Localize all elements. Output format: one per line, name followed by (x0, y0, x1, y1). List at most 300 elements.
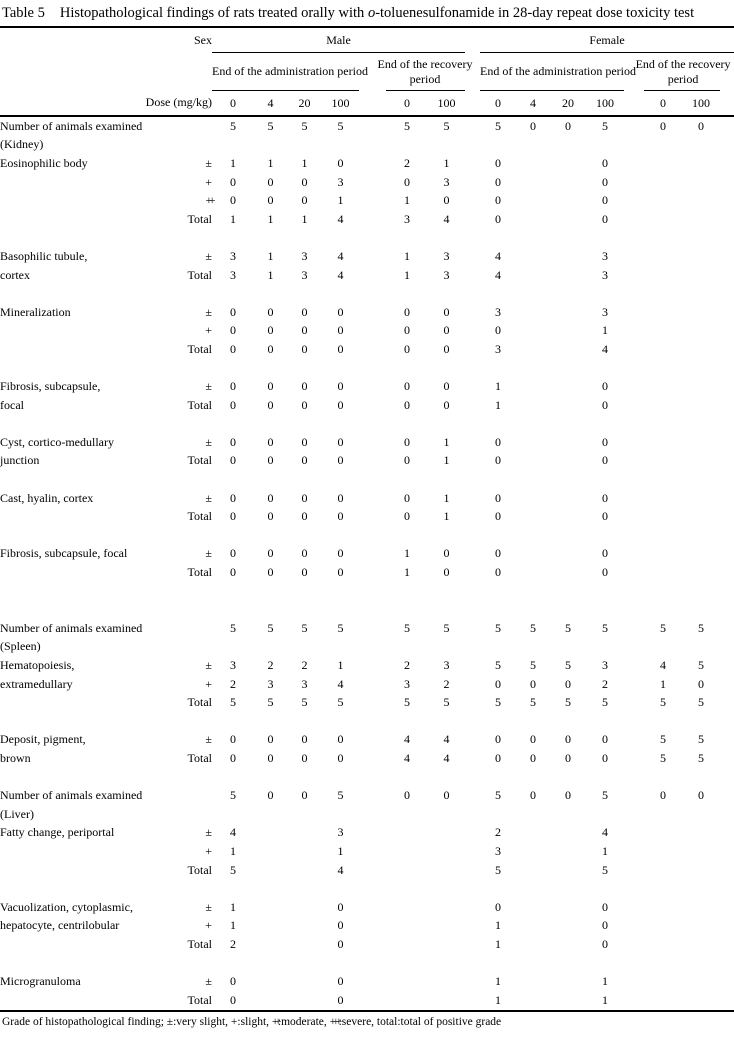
value-cell (550, 805, 586, 824)
value-cell: 0 (698, 788, 705, 803)
value-cell (516, 210, 550, 229)
value-cell: 0 (602, 490, 609, 505)
gap-cell (624, 563, 644, 582)
histopathology-table (0, 26, 734, 1012)
gap-cell (359, 210, 386, 229)
table-row (0, 656, 734, 675)
value-cell: 5 (404, 620, 410, 635)
gap-cell (720, 452, 734, 471)
value-cell: 0 (530, 118, 537, 133)
gap-cell (465, 935, 480, 954)
value-cell (682, 545, 720, 564)
row-label (0, 991, 150, 1011)
gap-cell (465, 842, 480, 861)
value-cell (682, 303, 720, 322)
gap-cell (465, 786, 480, 805)
grade-cell (150, 638, 212, 657)
spacer-row (0, 284, 734, 303)
dose-value: 0 (480, 91, 516, 117)
value-cell (287, 972, 322, 991)
gap-cell (359, 266, 386, 285)
gap-cell (359, 693, 386, 712)
value-cell: 4 (337, 211, 344, 226)
value-cell: 5 (337, 620, 344, 635)
value-cell: 0 (301, 193, 308, 208)
value-cell: 0 (404, 397, 410, 412)
value-cell: 5 (301, 118, 308, 133)
gap-cell (624, 247, 644, 266)
gap-cell (359, 824, 386, 843)
value-cell (516, 136, 550, 155)
value-cell (682, 898, 720, 917)
spacer-cell (0, 415, 734, 434)
value-cell (644, 638, 682, 657)
value-cell: 1 (443, 434, 450, 449)
gap-cell (465, 340, 480, 359)
value-cell (287, 824, 322, 843)
row-label: Cyst, cortico-medullary (0, 434, 114, 449)
grade-cell: ± (205, 974, 212, 989)
gap-cell (624, 786, 644, 805)
value-cell (550, 433, 586, 452)
gap-cell (624, 693, 644, 712)
gap-cell (624, 507, 644, 526)
grade-cell (150, 116, 212, 136)
value-cell: 1 (443, 509, 450, 524)
value-cell: 1 (660, 676, 667, 691)
value-cell: 0 (337, 936, 344, 951)
period-label: End of the recovery period (377, 57, 473, 86)
value-cell: 0 (602, 750, 609, 765)
table-row (0, 507, 734, 526)
grade-cell: Total (187, 341, 212, 356)
value-cell (550, 136, 586, 155)
value-cell (254, 972, 287, 991)
row-label (0, 173, 150, 192)
value-cell (516, 303, 550, 322)
dose-value: 100 (322, 91, 359, 117)
value-cell: 0 (530, 750, 537, 765)
grade-cell: ± (205, 379, 212, 394)
value-cell: 5 (230, 862, 236, 877)
value-cell: 0 (495, 676, 502, 691)
value-cell: 0 (495, 509, 502, 524)
gap-cell (624, 433, 644, 452)
gap-cell (359, 91, 386, 117)
gap-cell (720, 303, 734, 322)
value-cell (644, 935, 682, 954)
gap-cell (359, 322, 386, 341)
gap-cell (624, 191, 644, 210)
gap-cell (720, 136, 734, 155)
value-cell: 0 (404, 453, 410, 468)
row-label: junction (0, 453, 40, 468)
value-cell (550, 898, 586, 917)
gap-cell (720, 116, 734, 136)
value-cell: 5 (565, 620, 572, 635)
value-cell: 3 (337, 825, 344, 840)
value-cell: 1 (602, 843, 609, 858)
gap-cell (359, 991, 386, 1011)
table-row (0, 247, 734, 266)
value-cell: 5 (337, 118, 344, 133)
value-cell: 4 (495, 267, 502, 282)
value-cell: 0 (602, 565, 609, 580)
value-cell (550, 247, 586, 266)
gap-cell (720, 786, 734, 805)
gap-cell (624, 935, 644, 954)
value-cell: 1 (495, 974, 502, 989)
period-label: End of the administration period (212, 64, 368, 78)
value-cell: 0 (337, 490, 344, 505)
value-cell: 3 (443, 658, 450, 673)
value-cell: 5 (443, 620, 450, 635)
gap-cell (465, 452, 480, 471)
value-cell: 1 (301, 155, 308, 170)
value-cell: 1 (443, 490, 450, 505)
table-row (0, 935, 734, 954)
table-row (0, 154, 734, 173)
value-cell (386, 824, 428, 843)
value-cell (516, 917, 550, 936)
value-cell (550, 377, 586, 396)
group-male: Male (212, 27, 465, 53)
gap-cell (359, 507, 386, 526)
value-cell: 0 (337, 304, 344, 319)
gap-cell (465, 917, 480, 936)
gap-cell (465, 805, 480, 824)
row-label (0, 861, 150, 880)
table-row (0, 619, 734, 638)
value-cell (550, 842, 586, 861)
gap-cell (720, 507, 734, 526)
gap-cell (359, 136, 386, 155)
value-cell: 0 (602, 899, 609, 914)
table-header (0, 27, 734, 116)
gap-cell (465, 619, 480, 638)
grade-cell: Total (187, 211, 212, 226)
value-cell: 0 (495, 490, 502, 505)
gap-cell (465, 638, 480, 657)
value-cell (516, 173, 550, 192)
spacer-cell (0, 879, 734, 898)
value-cell (386, 638, 428, 657)
value-cell: 0 (267, 546, 274, 561)
value-cell (322, 805, 359, 824)
value-cell (586, 805, 624, 824)
value-cell (644, 861, 682, 880)
value-cell (550, 210, 586, 229)
grade-cell: ± (205, 899, 212, 914)
value-cell (287, 136, 322, 155)
value-cell: 5 (602, 118, 609, 133)
value-cell: 0 (602, 918, 609, 933)
value-cell (550, 266, 586, 285)
table-row (0, 972, 734, 991)
value-cell: 0 (267, 509, 274, 524)
value-cell (682, 991, 720, 1011)
gap-cell (720, 489, 734, 508)
table-row (0, 210, 734, 229)
gap-cell (465, 861, 480, 880)
value-cell (516, 266, 550, 285)
value-cell: 0 (495, 174, 502, 189)
value-cell (644, 173, 682, 192)
row-label: Fatty change, periportal (0, 825, 115, 840)
gap-cell (720, 545, 734, 564)
value-cell: 0 (301, 323, 308, 338)
value-cell: 1 (495, 397, 502, 412)
value-cell: 4 (230, 825, 236, 840)
spacer-cell (0, 954, 734, 973)
gap-cell (624, 266, 644, 285)
value-cell: 0 (267, 341, 274, 356)
value-cell: 0 (565, 676, 572, 691)
value-cell: 5 (530, 620, 537, 635)
gap-cell (720, 805, 734, 824)
gap-cell (359, 675, 386, 694)
value-cell: 0 (230, 397, 236, 412)
value-cell (682, 136, 720, 155)
value-cell (682, 824, 720, 843)
value-cell (586, 638, 624, 657)
table-row (0, 191, 734, 210)
value-cell (516, 861, 550, 880)
value-cell: 4 (602, 341, 609, 356)
value-cell: 0 (602, 936, 609, 951)
value-cell (682, 266, 720, 285)
spacer-row (0, 712, 734, 731)
gap-cell (465, 191, 480, 210)
gap-cell (465, 173, 480, 192)
value-cell: 0 (267, 379, 274, 394)
value-cell: 5 (495, 862, 502, 877)
value-cell (644, 898, 682, 917)
row-label: Fibrosis, subcapsule, focal (0, 546, 128, 561)
value-cell: 0 (230, 453, 236, 468)
grade-cell (150, 619, 212, 638)
value-cell: 1 (267, 248, 274, 263)
value-cell: 0 (404, 341, 410, 356)
value-cell: 0 (230, 974, 236, 989)
gap-cell (720, 638, 734, 657)
value-cell (287, 638, 322, 657)
text-segment: Grade of histopathological finding; ±:very slight, +:slight, (2, 1015, 272, 1028)
row-label (0, 563, 150, 582)
gap-cell (720, 340, 734, 359)
gap-cell (359, 842, 386, 861)
gap-cell (624, 824, 644, 843)
value-cell: 3 (443, 174, 450, 189)
value-cell (287, 935, 322, 954)
table-number: Table 5 (2, 5, 45, 21)
value-cell (586, 136, 624, 155)
value-cell: 0 (404, 304, 410, 319)
value-cell (428, 917, 465, 936)
row-label: focal (0, 397, 24, 412)
value-cell (516, 563, 550, 582)
value-cell: 0 (267, 750, 274, 765)
grade-cell: ± (205, 304, 212, 319)
gap-cell (720, 210, 734, 229)
gap-cell (465, 824, 480, 843)
header-row-dose (0, 91, 734, 117)
female-admin-period (480, 53, 637, 91)
gap-cell (624, 638, 644, 657)
value-cell: 1 (443, 453, 450, 468)
value-cell: 5 (660, 732, 667, 747)
dose-value: 100 (682, 91, 720, 117)
value-cell: 5 (230, 788, 236, 803)
value-cell (428, 842, 465, 861)
value-cell (550, 545, 586, 564)
value-cell: 1 (267, 211, 274, 226)
row-label: Eosinophilic body (0, 155, 88, 170)
value-cell (254, 917, 287, 936)
value-cell: 5 (495, 118, 502, 133)
row-label: Mineralization (0, 304, 71, 319)
value-cell: 4 (337, 267, 344, 282)
value-cell (516, 433, 550, 452)
row-label (0, 322, 150, 341)
grade-footnote (0, 1012, 734, 1028)
grade-cell (150, 805, 212, 824)
value-cell: 1 (495, 379, 502, 394)
gap-cell (624, 972, 644, 991)
value-cell (682, 507, 720, 526)
value-cell (644, 340, 682, 359)
value-cell (644, 396, 682, 415)
value-cell (516, 340, 550, 359)
value-cell: 0 (443, 546, 450, 561)
value-cell: 5 (602, 620, 609, 635)
value-cell (550, 154, 586, 173)
value-cell: 0 (301, 750, 308, 765)
value-cell (644, 545, 682, 564)
gap-cell (359, 545, 386, 564)
value-cell (550, 322, 586, 341)
value-cell: 0 (301, 174, 308, 189)
value-cell: 0 (602, 155, 609, 170)
table-row (0, 489, 734, 508)
sex-label: Sex (194, 32, 212, 47)
gap-cell (359, 731, 386, 750)
value-cell (212, 805, 254, 824)
value-cell (682, 563, 720, 582)
value-cell: 3 (230, 267, 236, 282)
table-row (0, 433, 734, 452)
value-cell: 0 (337, 918, 344, 933)
value-cell: 0 (337, 434, 344, 449)
value-cell: 3 (337, 174, 344, 189)
gap-cell (720, 675, 734, 694)
value-cell: 5 (530, 658, 537, 673)
value-cell (287, 842, 322, 861)
value-cell: 1 (495, 992, 502, 1007)
value-cell: 0 (337, 750, 344, 765)
grade-cell: + (205, 843, 212, 858)
value-cell: 0 (267, 434, 274, 449)
grade-cell (150, 136, 212, 155)
text-segment: :moderate, (277, 1015, 330, 1028)
value-cell (480, 638, 516, 657)
grade-cell: ± (205, 490, 212, 505)
spacer-row (0, 359, 734, 378)
value-cell (550, 191, 586, 210)
dose-value: 4 (254, 91, 287, 117)
value-cell (386, 917, 428, 936)
value-cell (322, 638, 359, 657)
value-cell (516, 377, 550, 396)
grade-cell: + (205, 918, 212, 933)
header-row-sex (0, 27, 734, 53)
spacer-cell (0, 768, 734, 787)
text-segment: -toluenesulfonamide in 28-day repeat dose toxicity test (375, 5, 695, 21)
value-cell: 0 (565, 118, 572, 133)
value-cell: 5 (698, 695, 705, 710)
value-cell: 3 (495, 341, 502, 356)
value-cell (516, 154, 550, 173)
value-cell: 0 (495, 899, 502, 914)
gap-cell (359, 247, 386, 266)
value-cell: 0 (443, 397, 450, 412)
gap-cell (359, 452, 386, 471)
value-cell (322, 136, 359, 155)
gap-cell (465, 136, 480, 155)
value-cell: 5 (230, 620, 236, 635)
value-cell: 5 (602, 788, 609, 803)
value-cell: 0 (337, 974, 344, 989)
value-cell: 0 (404, 434, 410, 449)
value-cell: 5 (443, 118, 450, 133)
value-cell (682, 935, 720, 954)
value-cell: 1 (495, 918, 502, 933)
gap-cell (465, 322, 480, 341)
value-cell: 5 (698, 750, 705, 765)
table-row (0, 396, 734, 415)
value-cell: 5 (267, 118, 274, 133)
value-cell: 3 (404, 211, 410, 226)
header-row-period (0, 53, 734, 91)
spacer-cell (0, 470, 734, 489)
value-cell (254, 991, 287, 1011)
value-cell: 0 (267, 304, 274, 319)
gap-cell (465, 731, 480, 750)
spacer-row (0, 768, 734, 787)
value-cell: 5 (698, 732, 705, 747)
value-cell: 0 (602, 732, 609, 747)
gap-cell (359, 935, 386, 954)
grade-cell: Total (187, 936, 212, 951)
value-cell: 0 (301, 453, 308, 468)
value-cell (254, 935, 287, 954)
male-recovery-period (377, 53, 473, 91)
value-cell (644, 377, 682, 396)
value-cell (682, 396, 720, 415)
row-label (0, 693, 150, 712)
gap-cell (465, 507, 480, 526)
value-cell: 0 (337, 732, 344, 747)
value-cell: 0 (337, 397, 344, 412)
value-cell (682, 452, 720, 471)
value-cell: 0 (230, 732, 236, 747)
gap-cell (624, 898, 644, 917)
value-cell: 1 (404, 193, 410, 208)
value-cell: 5 (443, 695, 450, 710)
value-cell (644, 507, 682, 526)
table-row (0, 452, 734, 471)
grade-cell: Total (187, 862, 212, 877)
